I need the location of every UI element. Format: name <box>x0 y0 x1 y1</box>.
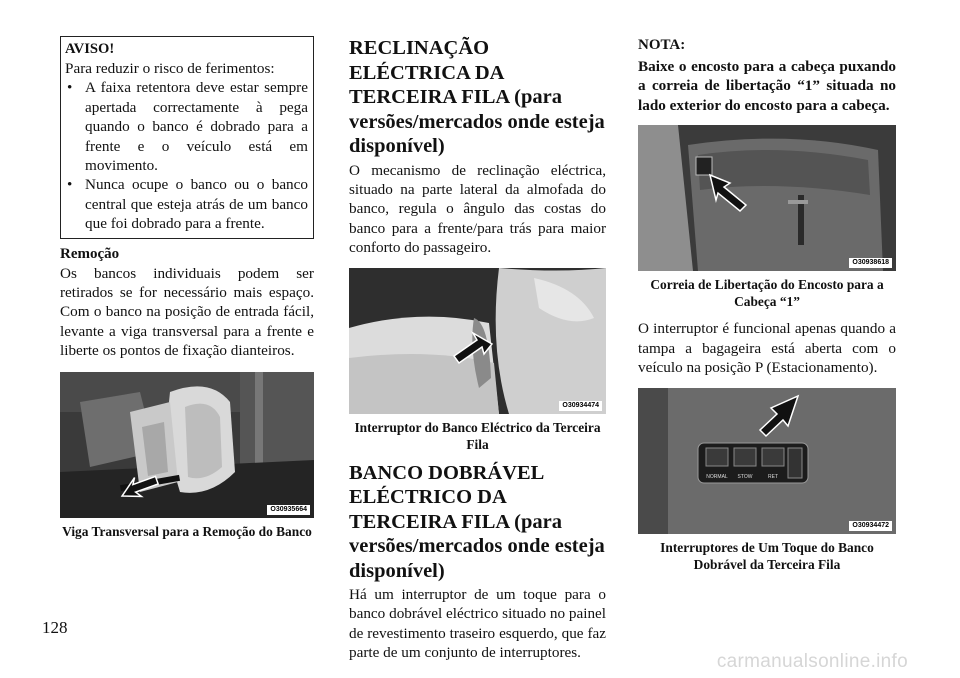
figure-caption: Interruptores de Um Toque do Banco Dobrável da Terceira Fila <box>660 540 874 573</box>
switch-label-stow: STOW <box>737 474 753 481</box>
figure-caption: Interruptor do Banco Eléctrico da Terceira Fila <box>354 419 601 452</box>
figure-caption: Correia de Libertação do Encosto para a Cabeça “1” <box>650 277 884 310</box>
power-fold-text: Há um interruptor de um toque para o banco dobrável eléctrico situado no painel de revestimento traseiro esquerdo, que faz parte de um conjunto de interruptores. <box>349 586 606 662</box>
note-heading: NOTA: <box>638 37 686 53</box>
figure-code: O30938618 <box>849 258 892 268</box>
warning-item: • A faixa retentora deve estar sempre apertada correctamente à pega quando o banco é dobrado para a frente e o veículo está em movimento. <box>65 78 308 175</box>
power-recline-text: O mecanismo de reclinação eléctrica, situado na parte lateral da almofada do banco, regula o ângulo das costas do banco para a frente/para trás para maior conforto do passageiro. <box>349 161 606 257</box>
figure-code: O30934474 <box>559 401 602 411</box>
middle-column <box>349 36 606 663</box>
warning-intro: Para reduzir o risco de ferimentos: <box>65 60 275 77</box>
warning-box <box>60 36 314 239</box>
figure-code: O30934472 <box>849 521 892 531</box>
warning-list <box>65 78 308 233</box>
removal-text: Os bancos individuais podem ser retirados se for necessário mais espaço. Com o banco na posição de entrada fácil, levante a viga transversal para a frente e liberte os pontos de fixação dianteiros. <box>60 264 314 360</box>
figure-headrest-strap <box>638 125 896 271</box>
section-heading-power-recline: RECLINAÇÃO ELÉCTRICA DA TERCEIRA FILA (para versões/mercados onde esteja disponível) <box>349 37 605 157</box>
warning-item: • Nunca ocupe o banco ou o banco central que esteja atrás de um banco que foi dobrado para a frente. <box>65 175 308 233</box>
note-text: Baixe o encosto para a cabeça puxando a correia de libertação “1” situada no lado exterior do encosto para a cabeça. <box>638 58 896 114</box>
switch-label-normal: NORMAL <box>706 474 728 481</box>
removal-heading: Remoção <box>60 245 120 262</box>
left-column <box>60 36 314 540</box>
figure-crossbar-removal <box>60 372 314 518</box>
right-column <box>638 36 896 573</box>
figure-caption: Viga Transversal para a Remoção do Banco <box>62 523 312 539</box>
figure-power-seat-switch <box>349 268 606 414</box>
switch-condition-text: O interruptor é funcional apenas quando a tampa a bagageira está aberta com o veículo na posição P (Estacionamento). <box>638 320 896 377</box>
warning-title: AVISO! <box>65 41 115 57</box>
section-heading-power-fold: BANCO DOBRÁVEL ELÉCTRICO DA TERCEIRA FILA (para versões/mercados onde esteja disponível) <box>349 461 605 582</box>
switch-label-ret: RET <box>768 474 778 481</box>
figure-one-touch-switches <box>638 388 896 534</box>
switch-panel-illustration <box>638 388 896 534</box>
seat-removal-illustration <box>60 372 314 518</box>
page-number: 128 <box>42 618 68 637</box>
seat-switch-illustration <box>349 268 606 414</box>
watermark: carmanualsonline.info <box>716 651 908 672</box>
headrest-illustration <box>638 125 896 271</box>
figure-code: O30935664 <box>267 505 310 515</box>
